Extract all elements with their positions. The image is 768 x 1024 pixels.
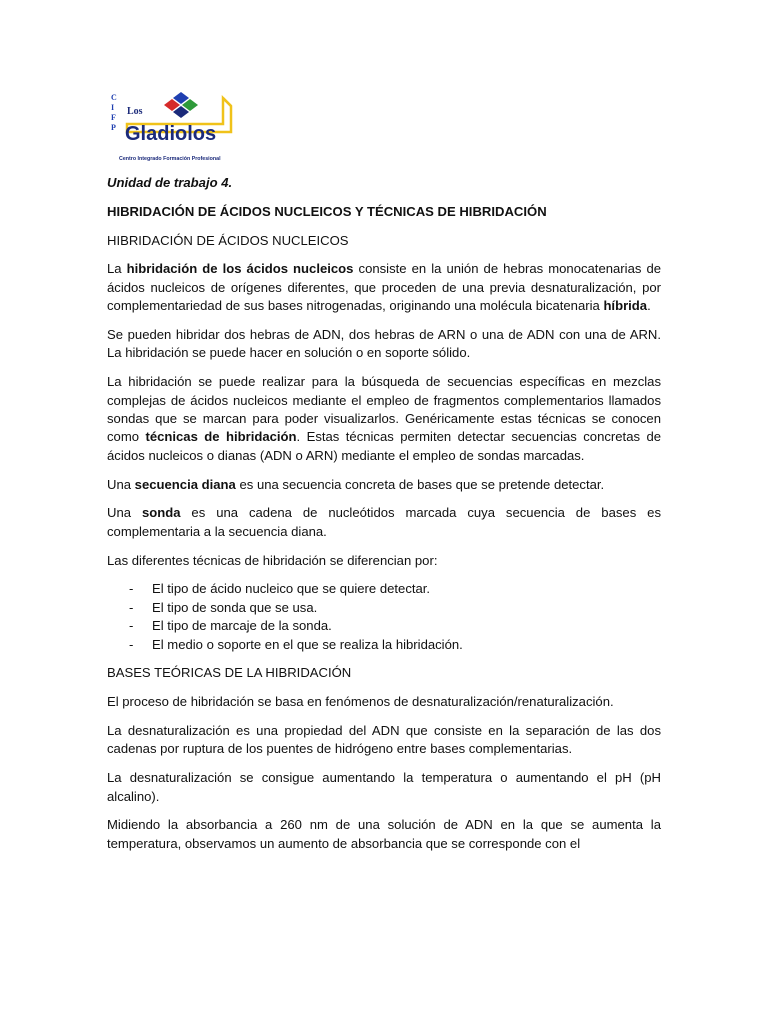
paragraph-differences-intro: Las diferentes técnicas de hibridación se diferencian por:	[107, 552, 438, 568]
paragraph-target-sequence: Una secuencia diana es una secuencia concreta de bases que se pretende detectar.	[107, 476, 605, 492]
list-item: - El tipo de ácido nucleico que se quiere detectar.	[107, 580, 661, 598]
list-item: - El tipo de marcaje de la sonda.	[107, 617, 661, 635]
unit-subtitle: Unidad de trabajo 4.	[107, 175, 233, 190]
paragraph-absorbance: Midiendo la absorbancia a 260 nm de una solución de ADN en la que se aumenta la temperatura, observamos un aumento de absorbancia que se corresponde con el	[107, 817, 661, 851]
logo-wordmark: Gladiolos	[125, 123, 217, 145]
logo-letter-c: C	[111, 93, 117, 102]
school-logo	[105, 88, 235, 164]
section-heading-bases: BASES TEÓRICAS DE LA HIBRIDACIÓN	[107, 665, 352, 681]
logo-letter-p: P	[111, 123, 116, 132]
paragraph-probe: Una sonda es una cadena de nucleótidos marcada cuya secuencia de bases es complementaria a la secuencia diana.	[107, 505, 661, 539]
paragraph-types: Se pueden hibridar dos hebras de ADN, dos hebras de ARN o una de ADN con una de ARN. La hibridación se puede hacer en solución o en soporte sólido.	[107, 327, 661, 361]
differences-list	[107, 580, 661, 654]
list-item: - El tipo de sonda que se usa.	[107, 599, 661, 617]
logo-letter-f: F	[111, 113, 116, 122]
paragraph-denaturation: La desnaturalización es una propiedad del ADN que consiste en la separación de las dos cadenas por ruptura de los puentes de hidrógeno entre bases complementarias.	[107, 723, 661, 757]
document-title: HIBRIDACIÓN DE ÁCIDOS NUCLEICOS Y TÉCNICAS DE HIBRIDACIÓN	[107, 203, 547, 219]
document-body	[107, 174, 661, 864]
paragraph-denaturation-conditions: La desnaturalización se consigue aumentando la temperatura o aumentando el pH (pH alcalino).	[107, 770, 661, 804]
logo-tagline: Centro Integrado Formación Profesional	[119, 156, 221, 162]
logo-letter-i: I	[111, 103, 115, 112]
logo-word-top: Los	[127, 106, 143, 117]
paragraph-definition: La hibridación de los ácidos nucleicos consiste en la unión de hebras monocatenarias de ácidos nucleicos de orígenes diferentes, que proceden de una previa desnaturalización, por complementariedad de sus bases nitrogenadas, originando una molécula bicatenaria híbrida.	[107, 261, 662, 314]
paragraph-techniques: La hibridación se puede realizar para la búsqueda de secuencias específicas en mezclas complejas de ácidos nucleicos mediante el empleo de fragmentos complementarios llamados sondas que se marcan para poder visualizarlos. Genéricamente estas técnicas se conocen como técnicas de hibridación. Estas técnicas permiten detectar secuencias concretas de ácidos nucleicos o dianas (ADN o ARN) mediante el empleo de sondas marcadas.	[107, 374, 662, 463]
list-item: - El medio o soporte en el que se realiza la hibridación.	[107, 636, 661, 654]
section-heading-hibridacion: HIBRIDACIÓN DE ÁCIDOS NUCLEICOS	[107, 232, 349, 248]
paragraph-process: El proceso de hibridación se basa en fenómenos de desnaturalización/renaturalización.	[107, 694, 614, 710]
